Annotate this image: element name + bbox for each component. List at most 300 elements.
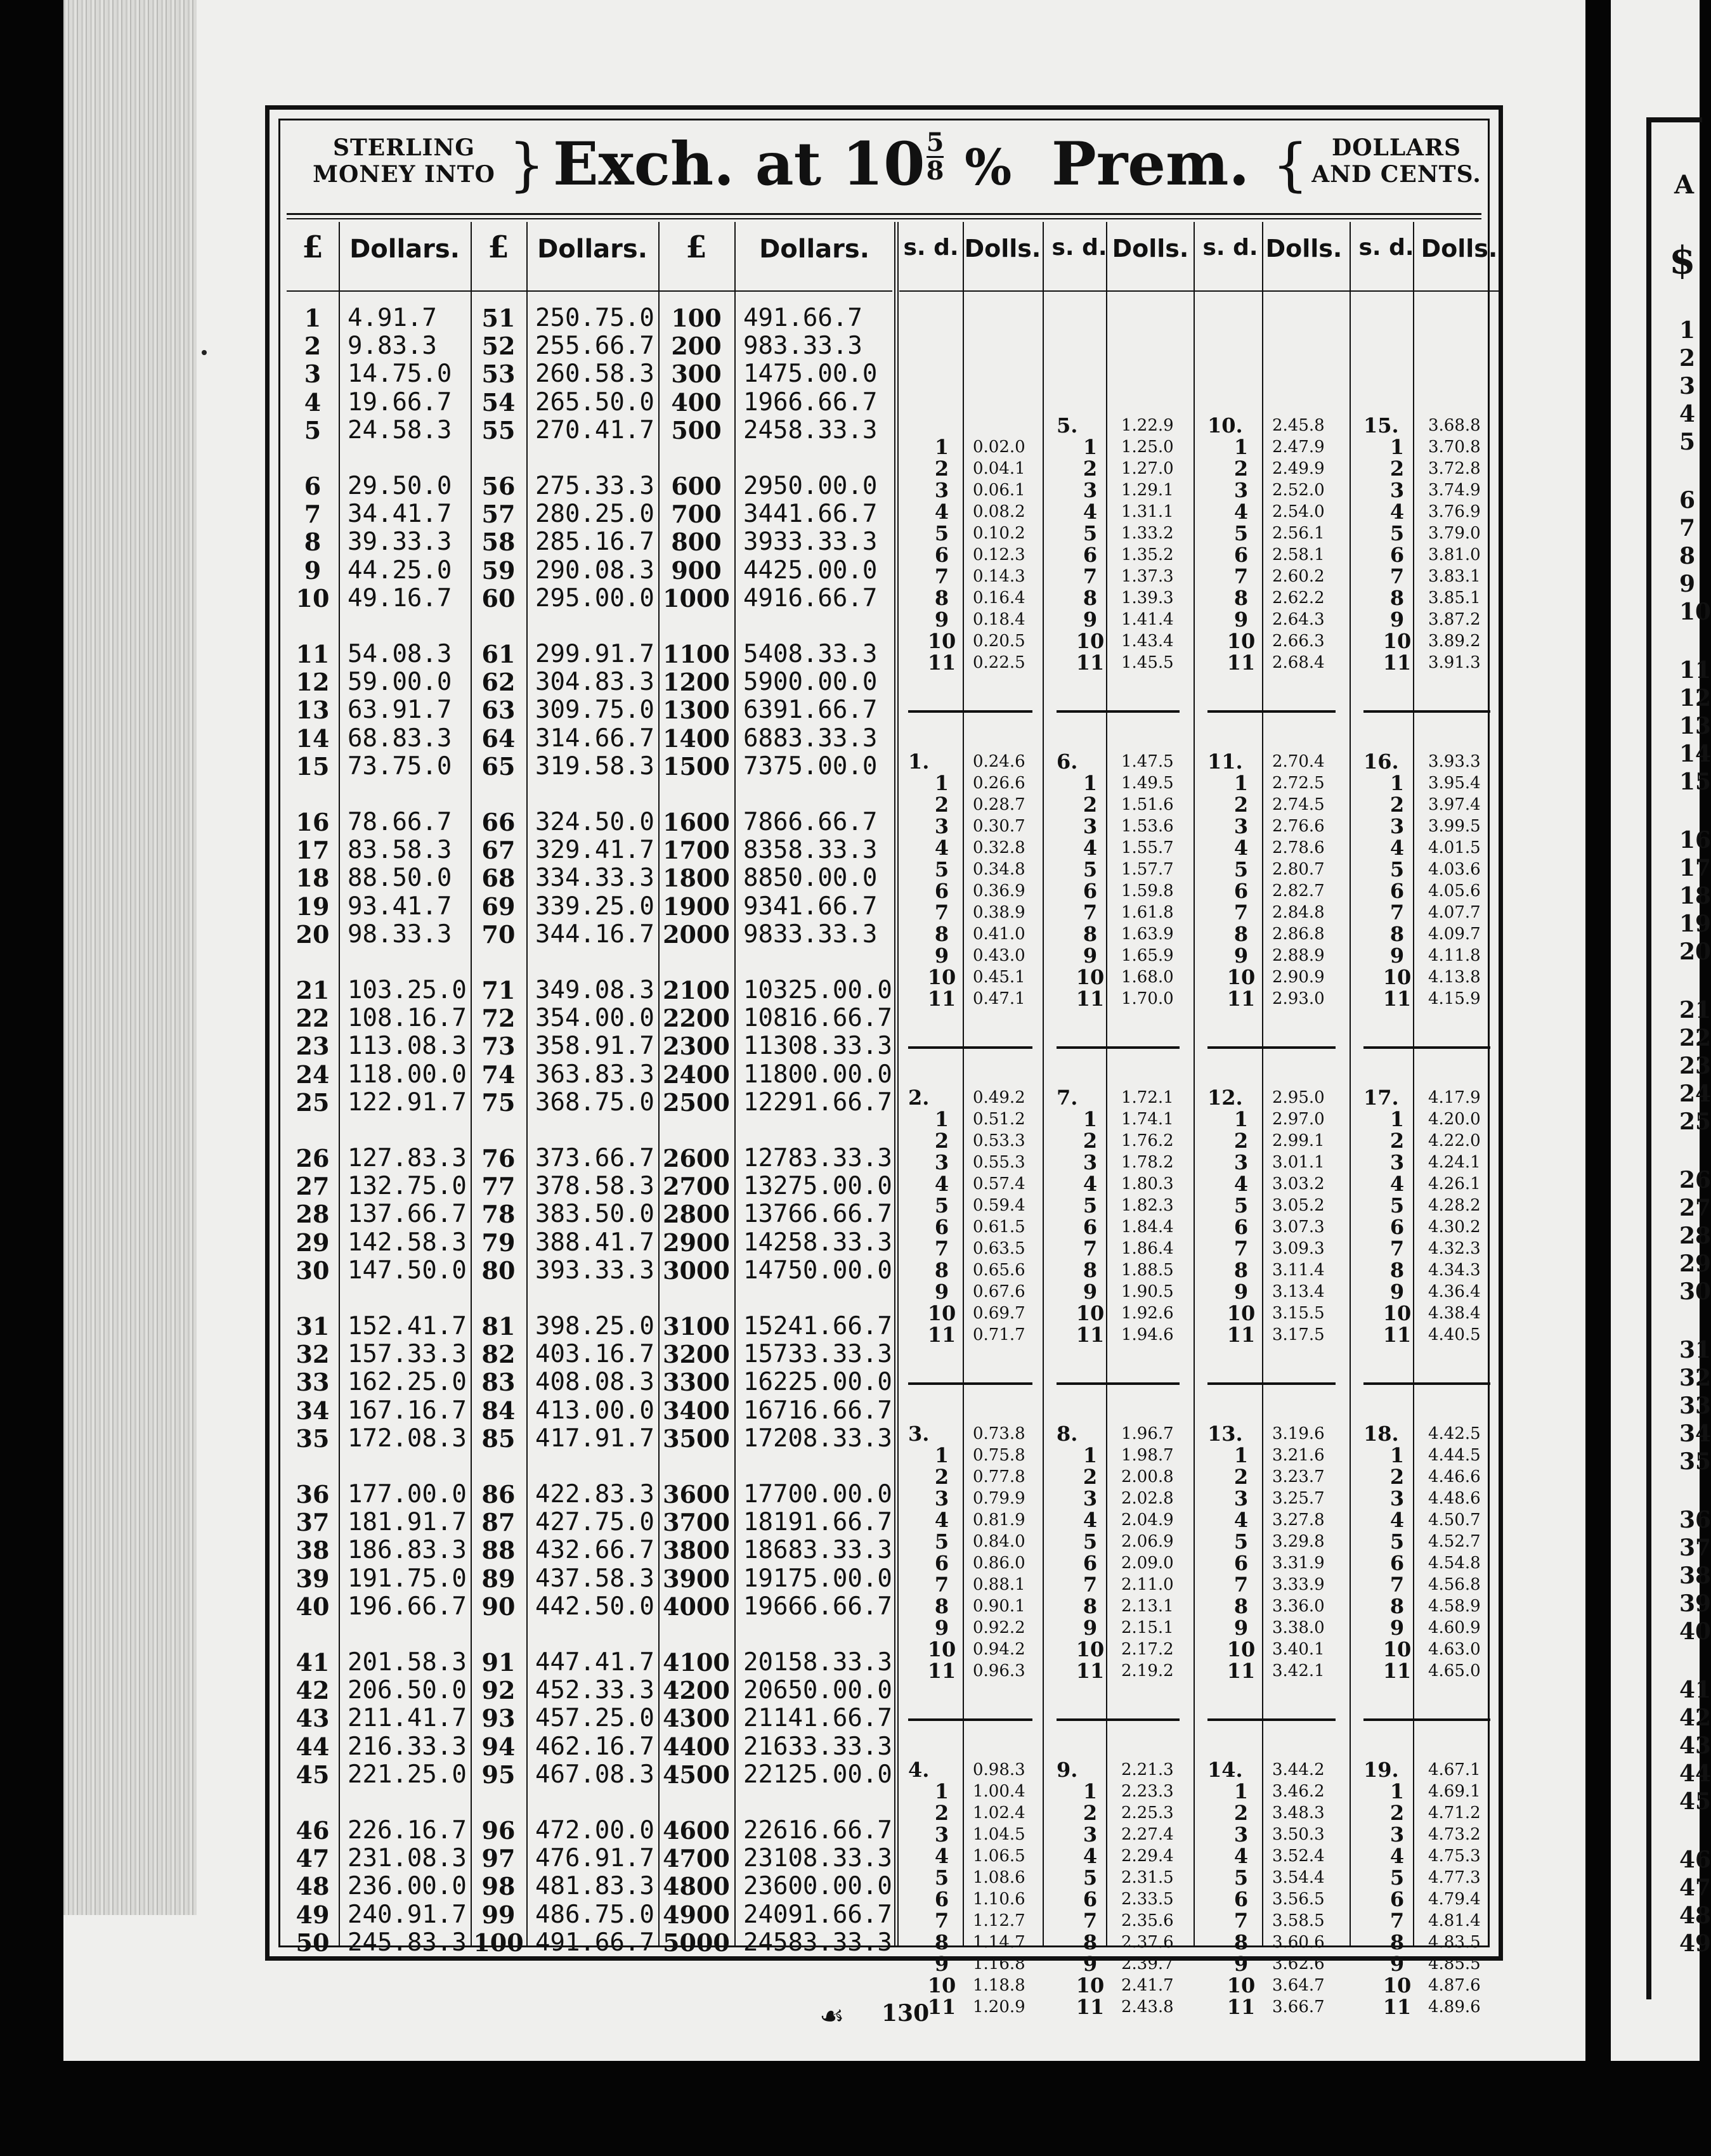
pound-amount: 35 — [296, 1424, 330, 1453]
facing-page-number: 1 — [1679, 317, 1696, 344]
dollar-value: 290.08.3 — [535, 555, 654, 585]
pence-label: 11 — [1226, 1995, 1256, 2019]
dollar-value: 21633.33.3 — [743, 1732, 892, 1761]
facing-page-number: 12 — [1679, 685, 1711, 711]
header-brace-right: { — [1272, 132, 1309, 198]
pence-label: 4 — [1389, 836, 1405, 860]
pence-label: 3 — [1389, 1486, 1405, 1510]
shilling-label: 6. — [1057, 750, 1078, 774]
pence-label: 1 — [1233, 1107, 1249, 1131]
pound-amount: 1900 — [663, 892, 730, 921]
pound-amount: 36 — [296, 1480, 330, 1509]
dollar-value: 329.41.7 — [535, 836, 654, 865]
pence-value: 1.74.1 — [1121, 1110, 1174, 1129]
pound-amount: 300 — [671, 360, 722, 389]
pence-value: 4.54.8 — [1428, 1554, 1481, 1573]
pound-amount: 46 — [296, 1816, 330, 1845]
pound-amount: 41 — [296, 1648, 330, 1677]
pence-label: 8 — [1389, 586, 1405, 610]
dollar-value: 462.16.7 — [535, 1732, 654, 1761]
pence-label: 11 — [927, 651, 956, 675]
pence-value: 0.92.2 — [973, 1618, 1025, 1637]
dollar-value: 11800.00.0 — [743, 1060, 892, 1089]
pence-value: 1.90.5 — [1121, 1282, 1174, 1301]
shilling-group-rule — [1207, 1382, 1336, 1385]
pence-value: 3.36.0 — [1272, 1597, 1325, 1616]
pence-label: 11 — [1226, 1659, 1256, 1683]
pence-label: 3 — [1389, 1150, 1405, 1174]
pence-value: 3.09.3 — [1272, 1239, 1325, 1258]
pence-value: 4.81.4 — [1428, 1911, 1481, 1930]
pence-value: 4.09.7 — [1428, 925, 1481, 944]
pound-amount: 51 — [481, 304, 516, 332]
pound-amount: 4600 — [663, 1816, 730, 1845]
pence-label: 4 — [1233, 1508, 1249, 1532]
pence-label: 5 — [934, 521, 949, 545]
pence-label: 10 — [927, 1637, 956, 1661]
pound-amount: 1600 — [663, 808, 730, 836]
dollar-value: 24.58.3 — [348, 415, 452, 445]
pence-label: 7 — [1389, 1573, 1405, 1597]
pence-value: 0.16.4 — [973, 588, 1025, 607]
shilling-label: 15. — [1363, 413, 1399, 438]
dollar-value: 12783.33.3 — [743, 1144, 892, 1172]
dollar-value: 17208.33.3 — [743, 1424, 892, 1453]
pence-label: 1 — [1083, 1779, 1098, 1803]
pence-value: 3.23.7 — [1272, 1467, 1325, 1486]
pound-amount: 1800 — [663, 864, 730, 893]
dollar-value: 18683.33.3 — [743, 1536, 892, 1565]
pence-label: 1 — [1389, 771, 1405, 795]
pence-label: 2 — [934, 1465, 949, 1489]
dollar-value: 23108.33.3 — [743, 1844, 892, 1873]
pence-value: 3.31.9 — [1272, 1554, 1325, 1573]
pence-value: 0.81.9 — [973, 1510, 1025, 1529]
pound-amount: 55 — [481, 415, 516, 445]
dollar-value: 255.66.7 — [535, 332, 654, 361]
pence-label: 3 — [934, 814, 949, 838]
pound-amount: 20 — [296, 919, 330, 949]
header-right-label — [1295, 134, 1498, 188]
pence-value: 4.34.3 — [1428, 1261, 1481, 1280]
pound-amount: 3800 — [663, 1536, 730, 1565]
shilling-group-rule — [1207, 1718, 1336, 1721]
pound-amount: 13 — [296, 696, 330, 725]
pence-label: 10 — [927, 1973, 956, 1997]
pence-label: 3 — [1083, 478, 1098, 502]
pound-amount: 59 — [481, 555, 516, 585]
pound-amount: 2100 — [663, 976, 730, 1004]
pound-amount: 9 — [304, 555, 322, 585]
pence-value: 3.76.9 — [1428, 502, 1481, 521]
shilling-group-rule — [1363, 1718, 1490, 1721]
pence-label: 6 — [1083, 543, 1098, 567]
pence-value: 1.51.6 — [1121, 795, 1174, 814]
pence-label: 9 — [1233, 1952, 1249, 1976]
pence-value: 0.12.3 — [973, 545, 1025, 564]
pence-label: 9 — [934, 1280, 949, 1304]
dollar-value: 467.08.3 — [535, 1760, 654, 1789]
pence-label: 2 — [934, 457, 949, 481]
pence-value: 1.02.4 — [973, 1803, 1025, 1822]
pence-value: 1.25.0 — [1121, 438, 1174, 457]
dollar-value: 221.25.0 — [348, 1760, 467, 1789]
dollar-value: 181.91.7 — [348, 1508, 467, 1537]
pence-value: 4.83.5 — [1428, 1933, 1481, 1952]
pence-value: 4.44.5 — [1428, 1446, 1481, 1465]
pence-value: 0.77.8 — [973, 1467, 1025, 1486]
dollar-value: 5408.33.3 — [743, 640, 878, 668]
pence-value: 3.05.2 — [1272, 1196, 1325, 1215]
dollar-value: 186.83.3 — [348, 1536, 467, 1565]
pound-amount: 44 — [296, 1732, 330, 1761]
pence-value: 3.01.1 — [1272, 1153, 1325, 1172]
pound-amount: 2600 — [663, 1144, 730, 1172]
pound-amount: 900 — [671, 555, 722, 585]
pence-value: 2.37.6 — [1121, 1933, 1174, 1952]
shilling-value: 1.47.5 — [1121, 752, 1174, 771]
pound-amount: 5 — [304, 415, 322, 445]
dollar-value: 9833.33.3 — [743, 919, 878, 949]
dollar-value: 14.75.0 — [348, 360, 452, 389]
dollar-value: 422.83.3 — [535, 1480, 654, 1509]
dollar-value: 59.00.0 — [348, 668, 452, 697]
pence-value: 3.48.3 — [1272, 1803, 1325, 1822]
shilling-value: 0.73.8 — [973, 1424, 1025, 1443]
pence-label: 11 — [927, 1659, 956, 1683]
shilling-label: 14. — [1207, 1758, 1243, 1782]
facing-page-number: 20 — [1679, 938, 1711, 965]
shilling-label: 11. — [1207, 750, 1243, 774]
pence-label: 7 — [1083, 900, 1098, 925]
pence-label: 5 — [934, 1529, 949, 1554]
dollar-value: 457.25.0 — [535, 1704, 654, 1733]
dollar-value: 21141.66.7 — [743, 1704, 892, 1733]
pence-value: 4.07.7 — [1428, 903, 1481, 922]
pence-label: 4 — [1233, 500, 1249, 524]
dollar-value: 19.66.7 — [348, 387, 452, 417]
pence-value: 0.28.7 — [973, 795, 1025, 814]
sd-column-divider — [1106, 222, 1107, 1945]
dollar-value: 270.41.7 — [535, 415, 654, 445]
facing-page-number: 30 — [1679, 1278, 1711, 1305]
facing-page-number: 6 — [1679, 487, 1696, 514]
pence-value: 3.89.2 — [1428, 632, 1481, 651]
dollar-value: 349.08.3 — [535, 976, 654, 1004]
dolls-column-header: Dolls. — [1421, 235, 1498, 263]
pence-value: 3.27.8 — [1272, 1510, 1325, 1529]
pound-amount: 54 — [481, 387, 516, 417]
pence-value: 3.60.6 — [1272, 1933, 1325, 1952]
dollar-value: 122.91.7 — [348, 1088, 467, 1117]
dollar-value: 44.25.0 — [348, 555, 452, 585]
pence-label: 11 — [1076, 1659, 1105, 1683]
pence-value: 2.15.1 — [1121, 1618, 1174, 1637]
pound-amount: 1300 — [663, 696, 730, 725]
facing-page-number: 44 — [1679, 1760, 1711, 1787]
dollar-value: 319.58.3 — [535, 751, 654, 781]
pence-value: 4.11.8 — [1428, 946, 1481, 965]
dollar-value: 211.41.7 — [348, 1704, 467, 1733]
book-page-edges — [63, 0, 197, 1915]
pence-value: 2.74.5 — [1272, 795, 1325, 814]
pence-label: 11 — [927, 1323, 956, 1347]
shilling-label: 4. — [908, 1758, 930, 1782]
sd-column-divider — [963, 222, 964, 1945]
dollar-value: 93.41.7 — [348, 892, 452, 921]
pound-amount: 29 — [296, 1228, 330, 1257]
pound-amount: 22 — [296, 1004, 330, 1033]
facing-page-currency-sign: $ — [1669, 238, 1696, 283]
title-fraction — [927, 129, 944, 185]
pence-label: 3 — [1083, 1822, 1098, 1847]
pence-value: 1.39.3 — [1121, 588, 1174, 607]
pound-amount: 600 — [671, 472, 722, 500]
dollar-value: 6391.66.7 — [743, 696, 878, 725]
pence-label: 7 — [1389, 900, 1405, 925]
pence-label: 8 — [1389, 922, 1405, 946]
pound-amount: 57 — [481, 500, 516, 529]
pence-label: 11 — [1076, 651, 1105, 675]
pence-label: 6 — [1233, 543, 1249, 567]
pence-value: 1.31.1 — [1121, 502, 1174, 521]
dollar-value: 1475.00.0 — [743, 360, 878, 389]
pence-value: 3.79.0 — [1428, 524, 1481, 543]
header-left-label — [299, 134, 509, 188]
shilling-label: 12. — [1207, 1086, 1243, 1110]
pence-label: 6 — [934, 1215, 949, 1239]
facing-page-number: 31 — [1679, 1337, 1711, 1363]
pence-label: 1 — [1083, 771, 1098, 795]
dollar-value: 14258.33.3 — [743, 1228, 892, 1257]
pence-value: 4.26.1 — [1428, 1174, 1481, 1193]
pound-amount: 58 — [481, 528, 516, 557]
pence-value: 0.86.0 — [973, 1554, 1025, 1573]
dollar-value: 12291.66.7 — [743, 1088, 892, 1117]
pound-amount: 61 — [481, 640, 516, 668]
dollar-value: 476.91.7 — [535, 1844, 654, 1873]
pence-value: 3.15.5 — [1272, 1304, 1325, 1323]
pence-label: 7 — [934, 1237, 949, 1261]
shilling-value: 3.93.3 — [1428, 752, 1481, 771]
pound-amount: 4800 — [663, 1872, 730, 1901]
pence-label: 6 — [1389, 1551, 1405, 1575]
pence-label: 5 — [1233, 1529, 1249, 1554]
pence-label: 2 — [1233, 793, 1249, 817]
pence-value: 4.50.7 — [1428, 1510, 1481, 1529]
pence-label: 10 — [1382, 1301, 1412, 1325]
dollar-value: 177.00.0 — [348, 1480, 467, 1509]
pence-value: 3.87.2 — [1428, 610, 1481, 629]
pence-label: 11 — [927, 1995, 956, 2019]
pence-label: 4 — [1233, 836, 1249, 860]
pence-label: 4 — [934, 500, 949, 524]
dollar-value: 260.58.3 — [535, 360, 654, 389]
pound-amount: 72 — [481, 1004, 516, 1033]
pound-amount: 4700 — [663, 1844, 730, 1873]
pence-value: 3.21.6 — [1272, 1446, 1325, 1465]
facing-page-number: 17 — [1679, 855, 1711, 881]
pence-label: 5 — [1233, 521, 1249, 545]
dollar-value: 7375.00.0 — [743, 751, 878, 781]
pence-label: 5 — [934, 857, 949, 881]
pence-label: 1 — [1233, 771, 1249, 795]
title-tail: Prem. — [1051, 129, 1250, 199]
shilling-label: 18. — [1363, 1422, 1399, 1446]
pence-label: 2 — [1233, 457, 1249, 481]
pound-amount: 60 — [481, 583, 516, 613]
dollar-value: 393.33.3 — [535, 1256, 654, 1285]
pence-value: 0.45.1 — [973, 968, 1025, 987]
dollar-value: 16225.00.0 — [743, 1368, 892, 1397]
pence-value: 0.26.6 — [973, 774, 1025, 793]
dollar-value: 236.00.0 — [348, 1872, 467, 1901]
pound-amount: 4400 — [663, 1732, 730, 1761]
dollar-value: 354.00.0 — [535, 1004, 654, 1033]
pence-value: 1.27.0 — [1121, 459, 1174, 478]
pence-label: 11 — [1076, 1323, 1105, 1347]
pence-value: 2.02.8 — [1121, 1489, 1174, 1508]
pound-amount: 1100 — [663, 640, 730, 668]
pound-amount: 12 — [296, 668, 330, 697]
pence-value: 0.53.3 — [973, 1131, 1025, 1150]
sd-column-header: s. d. — [1051, 235, 1107, 261]
pence-value: 2.13.1 — [1121, 1597, 1174, 1616]
pence-label: 9 — [1083, 944, 1098, 968]
pence-label: 2 — [1389, 457, 1405, 481]
pound-amount: 2700 — [663, 1172, 730, 1201]
pence-label: 8 — [1233, 922, 1249, 946]
shilling-value: 0.98.3 — [973, 1760, 1025, 1779]
pence-label: 3 — [1233, 1150, 1249, 1174]
dollar-value: 34.41.7 — [348, 500, 452, 529]
facing-page-number: 2 — [1679, 345, 1696, 372]
pence-value: 4.05.6 — [1428, 881, 1481, 900]
pound-amount: 85 — [481, 1424, 516, 1453]
pence-value: 3.03.2 — [1272, 1174, 1325, 1193]
pence-value: 0.84.0 — [973, 1532, 1025, 1551]
header-brace-left: } — [509, 132, 545, 198]
pence-value: 4.85.5 — [1428, 1954, 1481, 1973]
shilling-value: 4.67.1 — [1428, 1760, 1481, 1779]
pence-label: 10 — [1382, 629, 1412, 653]
pence-value: 1.57.7 — [1121, 860, 1174, 879]
pence-value: 3.85.1 — [1428, 588, 1481, 607]
pound-amount: 18 — [296, 864, 330, 893]
dollar-value: 147.50.0 — [348, 1256, 467, 1285]
pound-amount: 700 — [671, 500, 722, 529]
facing-page-number: 33 — [1679, 1393, 1711, 1419]
pence-value: 4.38.4 — [1428, 1304, 1481, 1323]
pound-amount: 2500 — [663, 1088, 730, 1117]
pence-label: 11 — [1076, 1995, 1105, 2019]
pence-label: 8 — [1389, 1594, 1405, 1618]
pence-value: 0.67.6 — [973, 1282, 1025, 1301]
pence-value: 3.97.4 — [1428, 795, 1481, 814]
dollar-value: 7866.66.7 — [743, 808, 878, 836]
pence-label: 2 — [934, 793, 949, 817]
pence-label: 1 — [1083, 435, 1098, 459]
pound-column-header: £ — [488, 230, 509, 265]
pence-label: 11 — [927, 987, 956, 1011]
pence-value: 4.77.3 — [1428, 1868, 1481, 1887]
dollar-value: 13766.66.7 — [743, 1200, 892, 1229]
sd-column-divider — [1043, 222, 1044, 1945]
dollar-value: 344.16.7 — [535, 919, 654, 949]
pence-label: 6 — [1389, 543, 1405, 567]
pound-amount: 21 — [296, 976, 330, 1004]
pence-label: 9 — [934, 607, 949, 632]
pence-label: 3 — [1083, 1150, 1098, 1174]
facing-page-number: 39 — [1679, 1590, 1711, 1617]
pence-label: 7 — [1389, 1237, 1405, 1261]
pound-amount: 3500 — [663, 1424, 730, 1453]
pound-amount: 2300 — [663, 1032, 730, 1061]
shilling-value: 1.22.9 — [1121, 416, 1174, 435]
pound-amount: 86 — [481, 1480, 516, 1509]
pound-amount: 95 — [481, 1760, 516, 1789]
book-gutter — [1585, 0, 1611, 2061]
facing-page-number: 23 — [1679, 1053, 1711, 1079]
pence-label: 6 — [1389, 1215, 1405, 1239]
pence-value: 1.92.6 — [1121, 1304, 1174, 1323]
pence-value: 4.24.1 — [1428, 1153, 1481, 1172]
pence-label: 10 — [1226, 965, 1256, 989]
pence-value: 1.78.2 — [1121, 1153, 1174, 1172]
pound-amount: 14 — [296, 724, 330, 753]
pence-label: 3 — [934, 1822, 949, 1847]
facing-page-number: 40 — [1679, 1618, 1711, 1645]
pence-label: 6 — [934, 879, 949, 903]
pound-amount: 3300 — [663, 1368, 730, 1397]
dollar-value: 334.33.3 — [535, 864, 654, 893]
pound-amount: 26 — [296, 1144, 330, 1172]
pence-value: 4.20.0 — [1428, 1110, 1481, 1129]
pence-value: 4.58.9 — [1428, 1597, 1481, 1616]
pence-value: 0.20.5 — [973, 632, 1025, 651]
sd-column-header: s. d. — [1202, 235, 1258, 261]
title-percent: % — [965, 139, 1012, 197]
pound-amount: 74 — [481, 1060, 516, 1089]
pound-amount: 69 — [481, 892, 516, 921]
pence-value: 0.30.7 — [973, 817, 1025, 836]
pence-label: 11 — [1226, 651, 1256, 675]
pence-value: 2.88.9 — [1272, 946, 1325, 965]
pound-amount: 2800 — [663, 1200, 730, 1229]
pence-value: 3.50.3 — [1272, 1825, 1325, 1844]
pence-value: 0.65.6 — [973, 1261, 1025, 1280]
shilling-label: 3. — [908, 1422, 930, 1446]
margin-speck — [202, 350, 207, 355]
pence-value: 3.81.0 — [1428, 545, 1481, 564]
dollar-value: 3441.66.7 — [743, 500, 878, 529]
pence-value: 1.10.6 — [973, 1890, 1025, 1909]
pence-label: 8 — [1083, 586, 1098, 610]
pence-label: 6 — [934, 543, 949, 567]
dollar-value: 14750.00.0 — [743, 1256, 892, 1285]
pence-value: 2.09.0 — [1121, 1554, 1174, 1573]
pence-value: 4.56.8 — [1428, 1575, 1481, 1594]
shilling-value: 3.68.8 — [1428, 416, 1481, 435]
shilling-group-rule — [1363, 710, 1490, 713]
pound-amount: 56 — [481, 472, 516, 500]
facing-page-number: 38 — [1679, 1562, 1711, 1589]
pound-amount: 25 — [296, 1088, 330, 1117]
pence-value: 1.04.5 — [973, 1825, 1025, 1844]
pence-value: 0.47.1 — [973, 989, 1025, 1008]
dollar-value: 368.75.0 — [535, 1088, 654, 1117]
pence-label: 10 — [927, 1301, 956, 1325]
